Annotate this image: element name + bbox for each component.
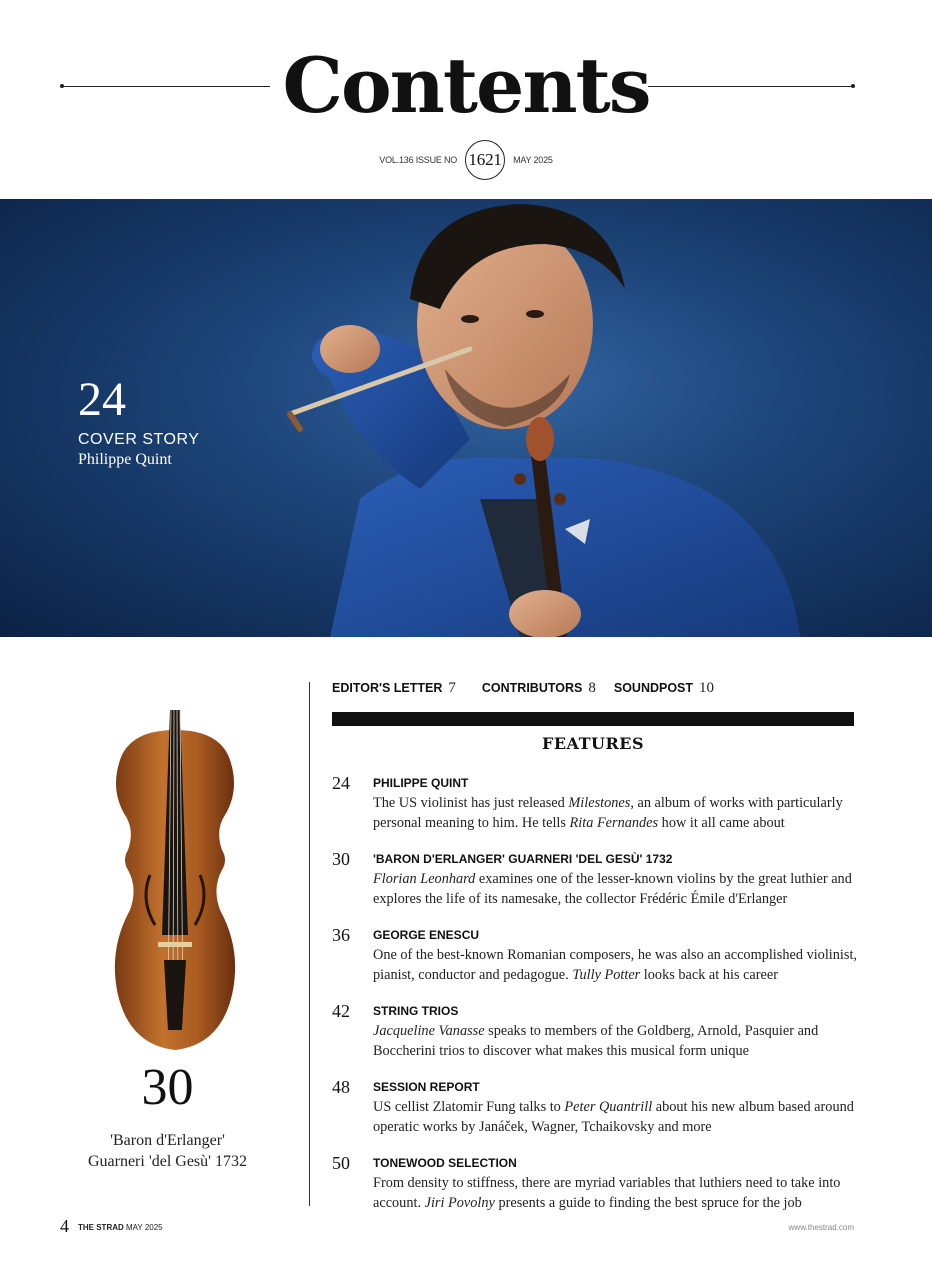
link-editors-letter[interactable]: EDITOR'S LETTER	[332, 681, 443, 695]
page-title: Contents	[282, 41, 650, 130]
violin-caption-line2: Guarneri 'del Gesù' 1732	[87, 1153, 248, 1170]
features-heading: FEATURES	[542, 734, 644, 753]
feature-body: The US violinist has just released Milestones, an album of works with particularly personal meaning to him. He tells Rita Fernandes how it all came about	[373, 795, 843, 831]
cover-photo[interactable]	[0, 199, 932, 637]
feature-body: From density to stiffness, there are myriad variables that luthiers need to take into account. Jiri Povolny presents a guide to finding the best spruce for the job	[373, 1175, 841, 1211]
feature-page: 42	[332, 1001, 350, 1021]
regular-sections	[332, 680, 740, 697]
feature-heading: GEORGE ENESCU	[373, 928, 480, 942]
features-bar	[332, 712, 854, 726]
cover-page-number: 24	[78, 373, 126, 426]
feature-heading: 'BARON D'ERLANGER' GUARNERI 'DEL GESÙ' 1732	[373, 852, 673, 866]
volume-label: VOL.136 ISSUE NO	[379, 155, 458, 165]
feature-body: One of the best-known Romanian composers, he was also an accomplished violinist, pianist, conductor and pedagogue. Tully Potter looks back at his career	[373, 947, 858, 983]
column-divider	[309, 682, 310, 1206]
footer-url[interactable]: www.thestrad.com	[788, 1223, 854, 1232]
feature-page: 24	[332, 773, 350, 793]
feature-heading: PHILIPPE QUINT	[373, 776, 469, 790]
footer-date: MAY 2025	[126, 1223, 163, 1232]
feature-heading: SESSION REPORT	[373, 1080, 480, 1094]
cover-story-label: COVER STORY	[78, 431, 200, 448]
violin-page-number: 30	[141, 1059, 194, 1116]
cover-photo-illustration	[0, 199, 932, 637]
link-soundpost-page: 10	[699, 680, 715, 696]
feature-body: Florian Leonhard examines one of the lesser-known violins by the great luthier and explores the life of its namesake, the collector Frédéric Émile d'Erlanger	[373, 871, 852, 907]
violin-image[interactable]	[100, 710, 250, 1060]
feature-page: 30	[332, 849, 350, 869]
feature-heading: TONEWOOD SELECTION	[373, 1156, 517, 1170]
issue-date: MAY 2025	[513, 155, 553, 165]
footer-magazine	[78, 1223, 163, 1232]
violin-caption-line1: 'Baron d'Erlanger'	[110, 1132, 225, 1149]
feature-page: 36	[332, 925, 350, 945]
feature-body: Jacqueline Vanasse speaks to members of the Goldberg, Arnold, Pasquier and Boccherini trios to discover what makes this musical form unique	[373, 1023, 819, 1059]
footer-page-number: 4	[60, 1216, 69, 1236]
violin-caption	[60, 1130, 275, 1172]
feature-body: US cellist Zlatomir Fung talks to Peter Quantrill about his new album based around operatic works by Janáček, Wagner, Tchaikovsky and more	[373, 1099, 854, 1135]
feature-heading: STRING TRIOS	[373, 1004, 459, 1018]
link-contributors[interactable]: CONTRIBUTORS	[481, 681, 583, 695]
link-editors-letter-page: 7	[448, 680, 456, 696]
link-soundpost[interactable]: SOUNDPOST	[613, 681, 694, 695]
issue-number: 1621	[465, 140, 505, 180]
feature-page: 48	[332, 1077, 350, 1097]
cover-story-name: Philippe Quint	[78, 451, 172, 468]
footer-magazine-name: THE STRAD	[78, 1223, 124, 1232]
issue-info	[0, 140, 932, 180]
feature-page: 50	[332, 1153, 350, 1173]
link-contributors-page: 8	[588, 680, 596, 696]
